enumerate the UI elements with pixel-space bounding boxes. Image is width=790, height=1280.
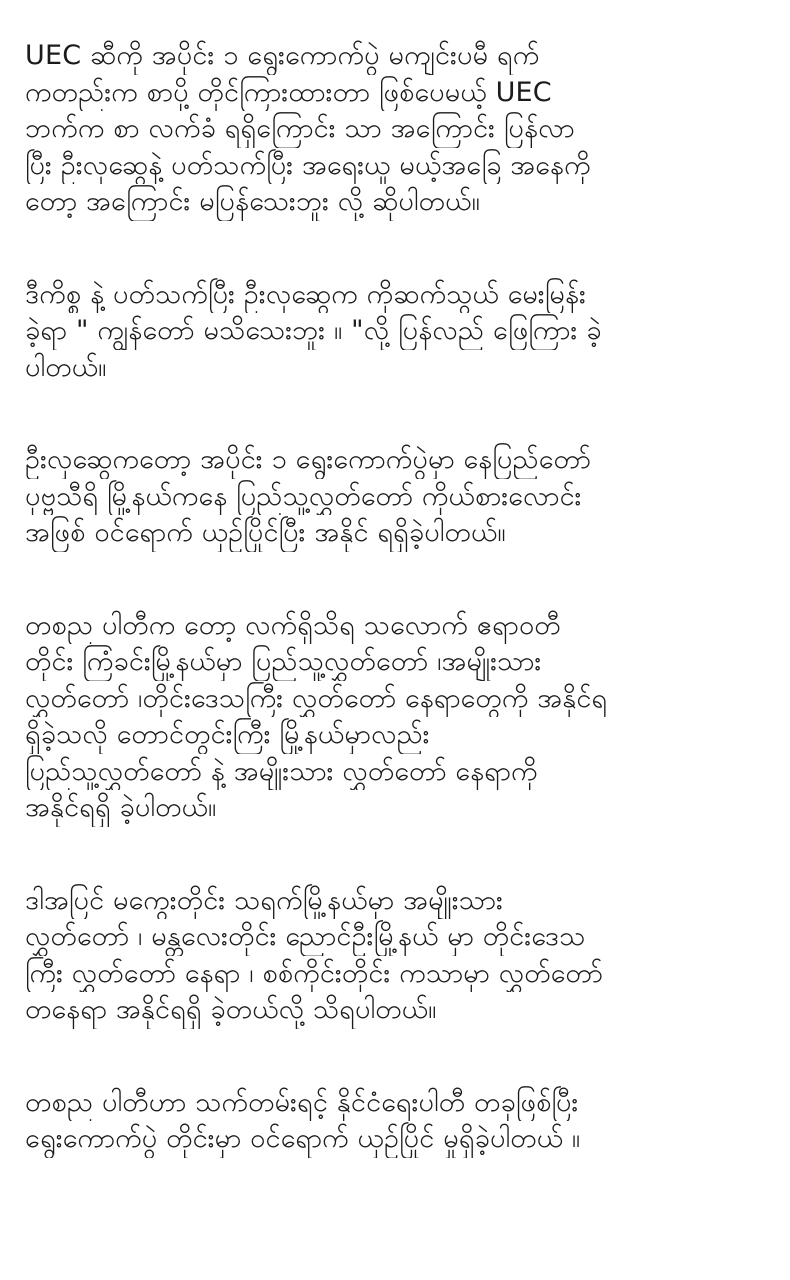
paragraph-3: [25, 442, 770, 552]
text-line: ရှိခဲ့သလို တောင်တွင်းကြီး မြို့နယ်မှာလည်း: [25, 719, 430, 750]
text-line: ဦးလှဆွေကတော့ အပိုင်း ၁ ရွေးကောက်ပွဲမှာ နေပြည်တော်: [25, 444, 592, 475]
text-line: ရွေးကောက်ပွဲ တိုင်းမှာ ဝင်ရောက် ယှဉ်ပြိုင် မှုရှိခဲ့ပါတယ် ။: [25, 1123, 581, 1154]
text-line: တစည ပါတီက တော့ လက်ရှိသိရ သလောက် ဧရာဝတီ: [25, 609, 561, 641]
text-line: လွှတ်တော် ၊တိုင်းဒေသကြီး လွှတ်တော် နေရာတွေကို အနိုင်ရ: [25, 682, 608, 714]
text-line: အဖြစ် ဝင်ရောက် ယှဉ်ပြိုင်ပြီး အနိုင် ရရှိခဲ့ပါတယ်။: [25, 517, 506, 548]
text-line: ဘက်က စာ လက်ခံ ရရှိကြောင်း သာ အကြောင်း ပြန်လာ: [25, 113, 575, 144]
text-line: ပြီး ဦးလှဆွေနဲ့ ပတ်သက်ပြီး အရေးယူ မယ့်အခြေ အနေကို: [25, 149, 591, 181]
text-line: ခဲ့ရာ " ကျွန်တော် မသိသေးဘူး ။ "လို့ ပြန်လည် ဖြေကြား ခဲ့: [25, 315, 602, 346]
paragraph-2: [25, 277, 770, 387]
text-line: ဒီကိစ္စ နဲ့ ပတ်သက်ပြီး ဦးလှဆွေက ကိုဆက်သွယ် မေးမြန်း: [25, 278, 587, 310]
text-line: ပါတယ်။: [25, 351, 107, 383]
text-line: ပြည်သူ့လွှတ်တော် နဲ့ အမျိုးသား လွှတ်တော် နေရာကို: [25, 755, 538, 787]
article-body: [25, 38, 770, 1268]
text-line: တနေရာ အနိုင်ရရှိ ခဲ့တယ်လို့ သိရပါတယ်။: [25, 994, 437, 1025]
text-line: တိုင်း ကြံခင်းမြို့နယ်မှာ ပြည်သူ့လွှတ်တော် ၊အမျိုးသား: [25, 646, 542, 677]
text-line: ကတည်းက စာပို့ တိုင်ကြားထားတာ ဖြစ်ပေမယ့် UEC: [25, 76, 552, 108]
text-line: တော့ အကြောင်း မပြန်သေးဘူး လို့ ဆိုပါတယ်။: [25, 186, 480, 217]
paragraph-6: [25, 1085, 770, 1158]
paragraph-4: [25, 608, 770, 827]
text-line: ဒါအပြင် မကွေးတိုင်း သရက်မြို့နယ်မှာ အမျိုးသား: [25, 884, 504, 916]
text-line: အနိုင်ရရှိ ခဲ့ပါတယ်။: [25, 792, 217, 823]
text-line: ကြီး လွှတ်တော် နေရာ ၊ စစ်ကိုင်းတိုင်း ကသာမှာ လွှတ်တော်: [25, 957, 604, 989]
text-line: ပုဗ္ဗသီရိ မြို့နယ်ကနေ ပြည်သူ့လွှတ်တော် ကိုယ်စားလောင်း: [25, 480, 582, 512]
paragraph-5: [25, 883, 770, 1029]
paragraph-1: [25, 38, 770, 221]
text-line: UEC ဆီကို အပိုင်း ၁ ရွေးကောက်ပွဲ မကျင်းပမီ ရက်: [25, 40, 540, 71]
text-line: တစည ပါတီဟာ သက်တမ်းရင့် နိုင်ငံရေးပါတီ တခုဖြစ်ပြီး: [25, 1086, 579, 1118]
text-line: လွှတ်တော် ၊ မန္တလေးတိုင်း ညောင်ဦးမြို့နယ် မှာ တိုင်းဒေသ: [25, 921, 586, 952]
